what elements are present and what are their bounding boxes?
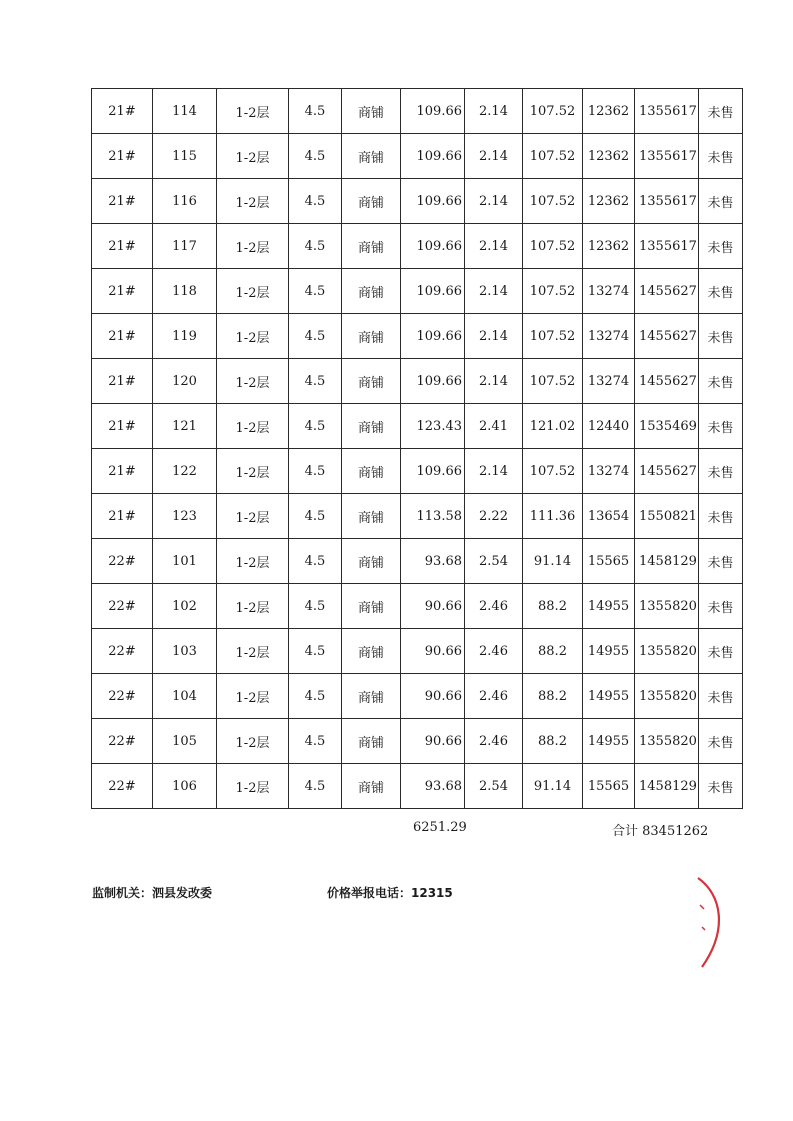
net-area-cell: 88.2	[523, 629, 583, 674]
total-price-cell: 1455627	[635, 269, 699, 314]
room-cell: 117	[153, 224, 217, 269]
building-cell: 21#	[92, 224, 153, 269]
status-cell: 未售	[699, 134, 743, 179]
type-cell: 商铺	[342, 134, 401, 179]
floor-cell: 1-2层	[217, 179, 289, 224]
total-price-cell: 1355820	[635, 584, 699, 629]
unit-price-cell: 12362	[583, 134, 635, 179]
shared-area-cell: 2.14	[465, 269, 523, 314]
table-row	[92, 404, 743, 449]
status-cell: 未售	[699, 764, 743, 809]
floor-cell: 1-2层	[217, 674, 289, 719]
shared-area-cell: 2.14	[465, 224, 523, 269]
unit-price-cell: 13274	[583, 449, 635, 494]
building-cell: 22#	[92, 674, 153, 719]
shared-area-cell: 2.14	[465, 134, 523, 179]
table-row	[92, 179, 743, 224]
type-cell: 商铺	[342, 89, 401, 134]
table-row	[92, 584, 743, 629]
room-cell: 120	[153, 359, 217, 404]
status-cell: 未售	[699, 314, 743, 359]
status-cell: 未售	[699, 719, 743, 764]
total-price-cell: 1355617	[635, 89, 699, 134]
floor-cell: 1-2层	[217, 764, 289, 809]
shared-area-cell: 2.54	[465, 539, 523, 584]
net-area-cell: 107.52	[523, 179, 583, 224]
total-price-cell: 1550821	[635, 494, 699, 539]
area-cell: 109.66	[401, 179, 465, 224]
shared-area-cell: 2.14	[465, 359, 523, 404]
height-cell: 4.5	[289, 674, 342, 719]
area-cell: 90.66	[401, 719, 465, 764]
net-area-cell: 107.52	[523, 449, 583, 494]
shared-area-cell: 2.46	[465, 719, 523, 764]
building-cell: 22#	[92, 764, 153, 809]
height-cell: 4.5	[289, 134, 342, 179]
height-cell: 4.5	[289, 269, 342, 314]
shared-area-cell: 2.14	[465, 449, 523, 494]
floor-cell: 1-2层	[217, 134, 289, 179]
status-cell: 未售	[699, 539, 743, 584]
table-row	[92, 539, 743, 584]
area-cell: 93.68	[401, 539, 465, 584]
net-area-cell: 107.52	[523, 89, 583, 134]
floor-cell: 1-2层	[217, 584, 289, 629]
area-cell: 109.66	[401, 449, 465, 494]
shared-area-cell: 2.46	[465, 584, 523, 629]
total-price-cell: 1355617	[635, 179, 699, 224]
type-cell: 商铺	[342, 449, 401, 494]
net-area-cell: 111.36	[523, 494, 583, 539]
building-cell: 22#	[92, 539, 153, 584]
area-cell: 90.66	[401, 584, 465, 629]
net-area-cell: 91.14	[523, 764, 583, 809]
total-price-cell: 1535469	[635, 404, 699, 449]
area-cell: 109.66	[401, 224, 465, 269]
type-cell: 商铺	[342, 629, 401, 674]
total-price-cell: 1355617	[635, 224, 699, 269]
room-cell: 115	[153, 134, 217, 179]
shared-area-cell: 2.14	[465, 314, 523, 359]
type-cell: 商铺	[342, 674, 401, 719]
area-cell: 109.66	[401, 359, 465, 404]
shared-area-cell: 2.14	[465, 89, 523, 134]
type-cell: 商铺	[342, 314, 401, 359]
red-seal-stamp	[690, 875, 730, 970]
building-cell: 21#	[92, 269, 153, 314]
room-cell: 123	[153, 494, 217, 539]
table-row	[92, 89, 743, 134]
room-cell: 122	[153, 449, 217, 494]
shared-area-cell: 2.22	[465, 494, 523, 539]
status-cell: 未售	[699, 404, 743, 449]
price-table	[91, 88, 743, 809]
table-row	[92, 269, 743, 314]
floor-cell: 1-2层	[217, 449, 289, 494]
status-cell: 未售	[699, 449, 743, 494]
status-cell: 未售	[699, 674, 743, 719]
unit-price-cell: 13274	[583, 269, 635, 314]
room-cell: 114	[153, 89, 217, 134]
type-cell: 商铺	[342, 584, 401, 629]
status-cell: 未售	[699, 224, 743, 269]
floor-cell: 1-2层	[217, 314, 289, 359]
net-area-cell: 121.02	[523, 404, 583, 449]
table-row	[92, 719, 743, 764]
unit-price-cell: 13274	[583, 359, 635, 404]
floor-cell: 1-2层	[217, 629, 289, 674]
area-cell: 93.68	[401, 764, 465, 809]
unit-price-cell: 12362	[583, 179, 635, 224]
floor-cell: 1-2层	[217, 719, 289, 764]
room-cell: 118	[153, 269, 217, 314]
shared-area-cell: 2.46	[465, 629, 523, 674]
height-cell: 4.5	[289, 629, 342, 674]
total-price-cell: 1355820	[635, 629, 699, 674]
area-cell: 90.66	[401, 629, 465, 674]
floor-cell: 1-2层	[217, 539, 289, 584]
table-row	[92, 764, 743, 809]
net-area-cell: 91.14	[523, 539, 583, 584]
net-area-cell: 107.52	[523, 314, 583, 359]
supervisor-label: 监制机关：泗县发改委	[92, 886, 213, 900]
table-row	[92, 674, 743, 719]
area-cell: 109.66	[401, 89, 465, 134]
type-cell: 商铺	[342, 764, 401, 809]
status-cell: 未售	[699, 494, 743, 539]
unit-price-cell: 14955	[583, 584, 635, 629]
building-cell: 21#	[92, 494, 153, 539]
floor-cell: 1-2层	[217, 269, 289, 314]
type-cell: 商铺	[342, 719, 401, 764]
net-area-cell: 107.52	[523, 224, 583, 269]
building-cell: 22#	[92, 629, 153, 674]
room-cell: 119	[153, 314, 217, 359]
height-cell: 4.5	[289, 314, 342, 359]
status-cell: 未售	[699, 359, 743, 404]
building-cell: 21#	[92, 134, 153, 179]
unit-price-cell: 12440	[583, 404, 635, 449]
net-area-cell: 107.52	[523, 269, 583, 314]
hotline-label: 价格举报电话：12315	[327, 886, 453, 900]
table-row	[92, 629, 743, 674]
building-cell: 21#	[92, 314, 153, 359]
room-cell: 102	[153, 584, 217, 629]
type-cell: 商铺	[342, 494, 401, 539]
area-cell: 109.66	[401, 134, 465, 179]
table-row	[92, 314, 743, 359]
unit-price-cell: 14955	[583, 719, 635, 764]
unit-price-cell: 12362	[583, 89, 635, 134]
height-cell: 4.5	[289, 224, 342, 269]
floor-cell: 1-2层	[217, 494, 289, 539]
table-row	[92, 134, 743, 179]
unit-price-cell: 13274	[583, 314, 635, 359]
floor-cell: 1-2层	[217, 359, 289, 404]
price-total: 合计 83451262	[612, 824, 709, 839]
room-cell: 121	[153, 404, 217, 449]
net-area-cell: 107.52	[523, 134, 583, 179]
type-cell: 商铺	[342, 539, 401, 584]
area-cell: 90.66	[401, 674, 465, 719]
building-cell: 21#	[92, 179, 153, 224]
unit-price-cell: 12362	[583, 224, 635, 269]
table-row	[92, 359, 743, 404]
net-area-cell: 107.52	[523, 359, 583, 404]
shared-area-cell: 2.14	[465, 179, 523, 224]
shared-area-cell: 2.54	[465, 764, 523, 809]
height-cell: 4.5	[289, 179, 342, 224]
building-cell: 21#	[92, 404, 153, 449]
type-cell: 商铺	[342, 224, 401, 269]
room-cell: 116	[153, 179, 217, 224]
table-row	[92, 224, 743, 269]
net-area-cell: 88.2	[523, 719, 583, 764]
height-cell: 4.5	[289, 449, 342, 494]
type-cell: 商铺	[342, 179, 401, 224]
building-cell: 22#	[92, 584, 153, 629]
room-cell: 101	[153, 539, 217, 584]
floor-cell: 1-2层	[217, 224, 289, 269]
height-cell: 4.5	[289, 89, 342, 134]
status-cell: 未售	[699, 89, 743, 134]
net-area-cell: 88.2	[523, 584, 583, 629]
table-row	[92, 449, 743, 494]
room-cell: 103	[153, 629, 217, 674]
area-cell: 113.58	[401, 494, 465, 539]
type-cell: 商铺	[342, 404, 401, 449]
building-cell: 22#	[92, 719, 153, 764]
total-price-cell: 1455627	[635, 359, 699, 404]
unit-price-cell: 14955	[583, 674, 635, 719]
type-cell: 商铺	[342, 359, 401, 404]
table-row	[92, 494, 743, 539]
total-price-cell: 1455627	[635, 314, 699, 359]
floor-cell: 1-2层	[217, 404, 289, 449]
area-cell: 109.66	[401, 314, 465, 359]
room-cell: 105	[153, 719, 217, 764]
type-cell: 商铺	[342, 269, 401, 314]
total-price-cell: 1455627	[635, 449, 699, 494]
area-cell: 123.43	[401, 404, 465, 449]
room-cell: 106	[153, 764, 217, 809]
floor-cell: 1-2层	[217, 89, 289, 134]
unit-price-cell: 14955	[583, 629, 635, 674]
height-cell: 4.5	[289, 539, 342, 584]
unit-price-cell: 13654	[583, 494, 635, 539]
unit-price-cell: 15565	[583, 764, 635, 809]
area-cell: 109.66	[401, 269, 465, 314]
status-cell: 未售	[699, 584, 743, 629]
height-cell: 4.5	[289, 719, 342, 764]
height-cell: 4.5	[289, 764, 342, 809]
height-cell: 4.5	[289, 494, 342, 539]
status-cell: 未售	[699, 269, 743, 314]
total-price-cell: 1355820	[635, 674, 699, 719]
building-cell: 21#	[92, 89, 153, 134]
total-price-cell: 1355820	[635, 719, 699, 764]
total-price-cell: 1458129	[635, 764, 699, 809]
room-cell: 104	[153, 674, 217, 719]
height-cell: 4.5	[289, 404, 342, 449]
height-cell: 4.5	[289, 359, 342, 404]
status-cell: 未售	[699, 629, 743, 674]
area-total: 6251.29	[413, 820, 467, 835]
building-cell: 21#	[92, 359, 153, 404]
net-area-cell: 88.2	[523, 674, 583, 719]
total-price-cell: 1355617	[635, 134, 699, 179]
unit-price-cell: 15565	[583, 539, 635, 584]
height-cell: 4.5	[289, 584, 342, 629]
total-price-cell: 1458129	[635, 539, 699, 584]
shared-area-cell: 2.41	[465, 404, 523, 449]
status-cell: 未售	[699, 179, 743, 224]
building-cell: 21#	[92, 449, 153, 494]
shared-area-cell: 2.46	[465, 674, 523, 719]
